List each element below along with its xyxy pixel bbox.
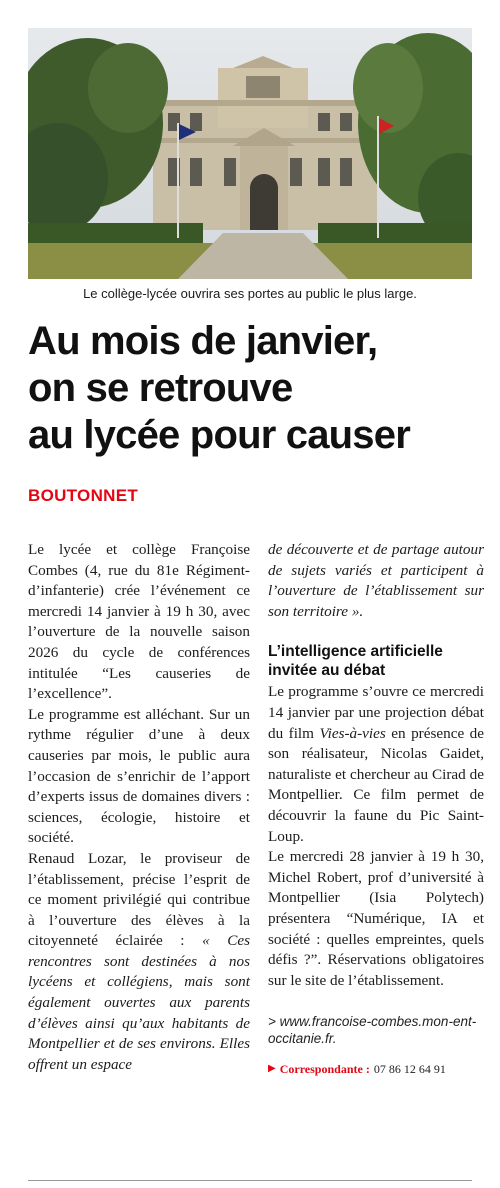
paragraph-programme: Le programme est alléchant. Sur un rythme régulier d’une à deux causeries par mois, le public aura l’occasion de s’enrichir de l’apport d’experts issus de domaines divers : sciences, écologie, histoire et société. [28,705,250,847]
paragraph-conference: Le mercredi 28 janvier à 19 h 30, Michel Robert, prof d’université à Montpellier (Isia Polytech) présentera “Numérique, IA et société : quelles empreintes, quels défis ?”. Réservations obligatoires sur le site de l’établissement. [268,848,484,989]
proviseur-text: Renaud Lozar, le proviseur de l’établissement, précise l’esprit de ce moment privilégié qui contribue à l’ouverture des élèves à la citoyenneté éclairée : [28,849,250,950]
film-title: Vies-à-vies [319,724,386,742]
contact-line [268,1059,484,1080]
headline-line-1: Au mois de janvier, [28,319,378,363]
paragraph-proviseur [28,849,250,1076]
article-column-2 [268,540,484,1080]
bottom-divider [28,1180,472,1181]
quote-part-2: de découverte et de partage autour de sujets variés et participent à l’ouverture de l’établissement sur son territoire ». [268,541,484,620]
article-subhead: L’intelligence artificielle invitée au débat [268,643,443,680]
projection-text-b: en présence de son réalisateur, Nicolas Gaidet, naturaliste et chercheur au Cirad de Montpellier. Ce film permet de découvrir la faune du Pic Saint-Loup. [268,724,485,845]
section-kicker: BOUTONNET [28,486,139,505]
school-building-photo [28,28,472,279]
quote-part-1: « Ces rencontres sont destinées à nos lycéens et collégiens, mais sont également ouvertes aux parents d’élèves ainsi qu’aux habitants de Montpellier et de ses environs. Elles offrent un espace [28,932,251,1073]
article-column-1 [28,540,250,1075]
headline-line-2: on se retrouve [28,366,293,410]
website-link[interactable]: > www.francoise-combes.mon-ent-occitanie.fr. [268,1014,477,1047]
school-building-image [28,28,472,279]
headline-line-3: au lycée pour causer [28,413,410,457]
contact-phone: 07 86 12 64 91 [373,1062,446,1077]
contact-label: Correspondante : [279,1062,370,1077]
projection-text-a: Le programme s’ouvre ce mercredi 14 janvier par une projection débat du film [268,683,484,742]
photo-caption: Le collège-lycée ouvrira ses portes au public le plus large. [83,286,417,301]
triangle-icon: ▶ [268,1063,276,1075]
paragraph-projection [268,682,484,847]
article-headline [28,318,480,459]
paragraph-intro: Le lycée et collège Françoise Combes (4, rue du 81e Régiment-d’infanterie) crée l’événement ce mercredi 14 janvier à 19 h 30, avec l’ouverture de la nouvelle saison 2026 du cycle de conférences intitulée “Les causeries de l’excellence”. [28,541,250,703]
